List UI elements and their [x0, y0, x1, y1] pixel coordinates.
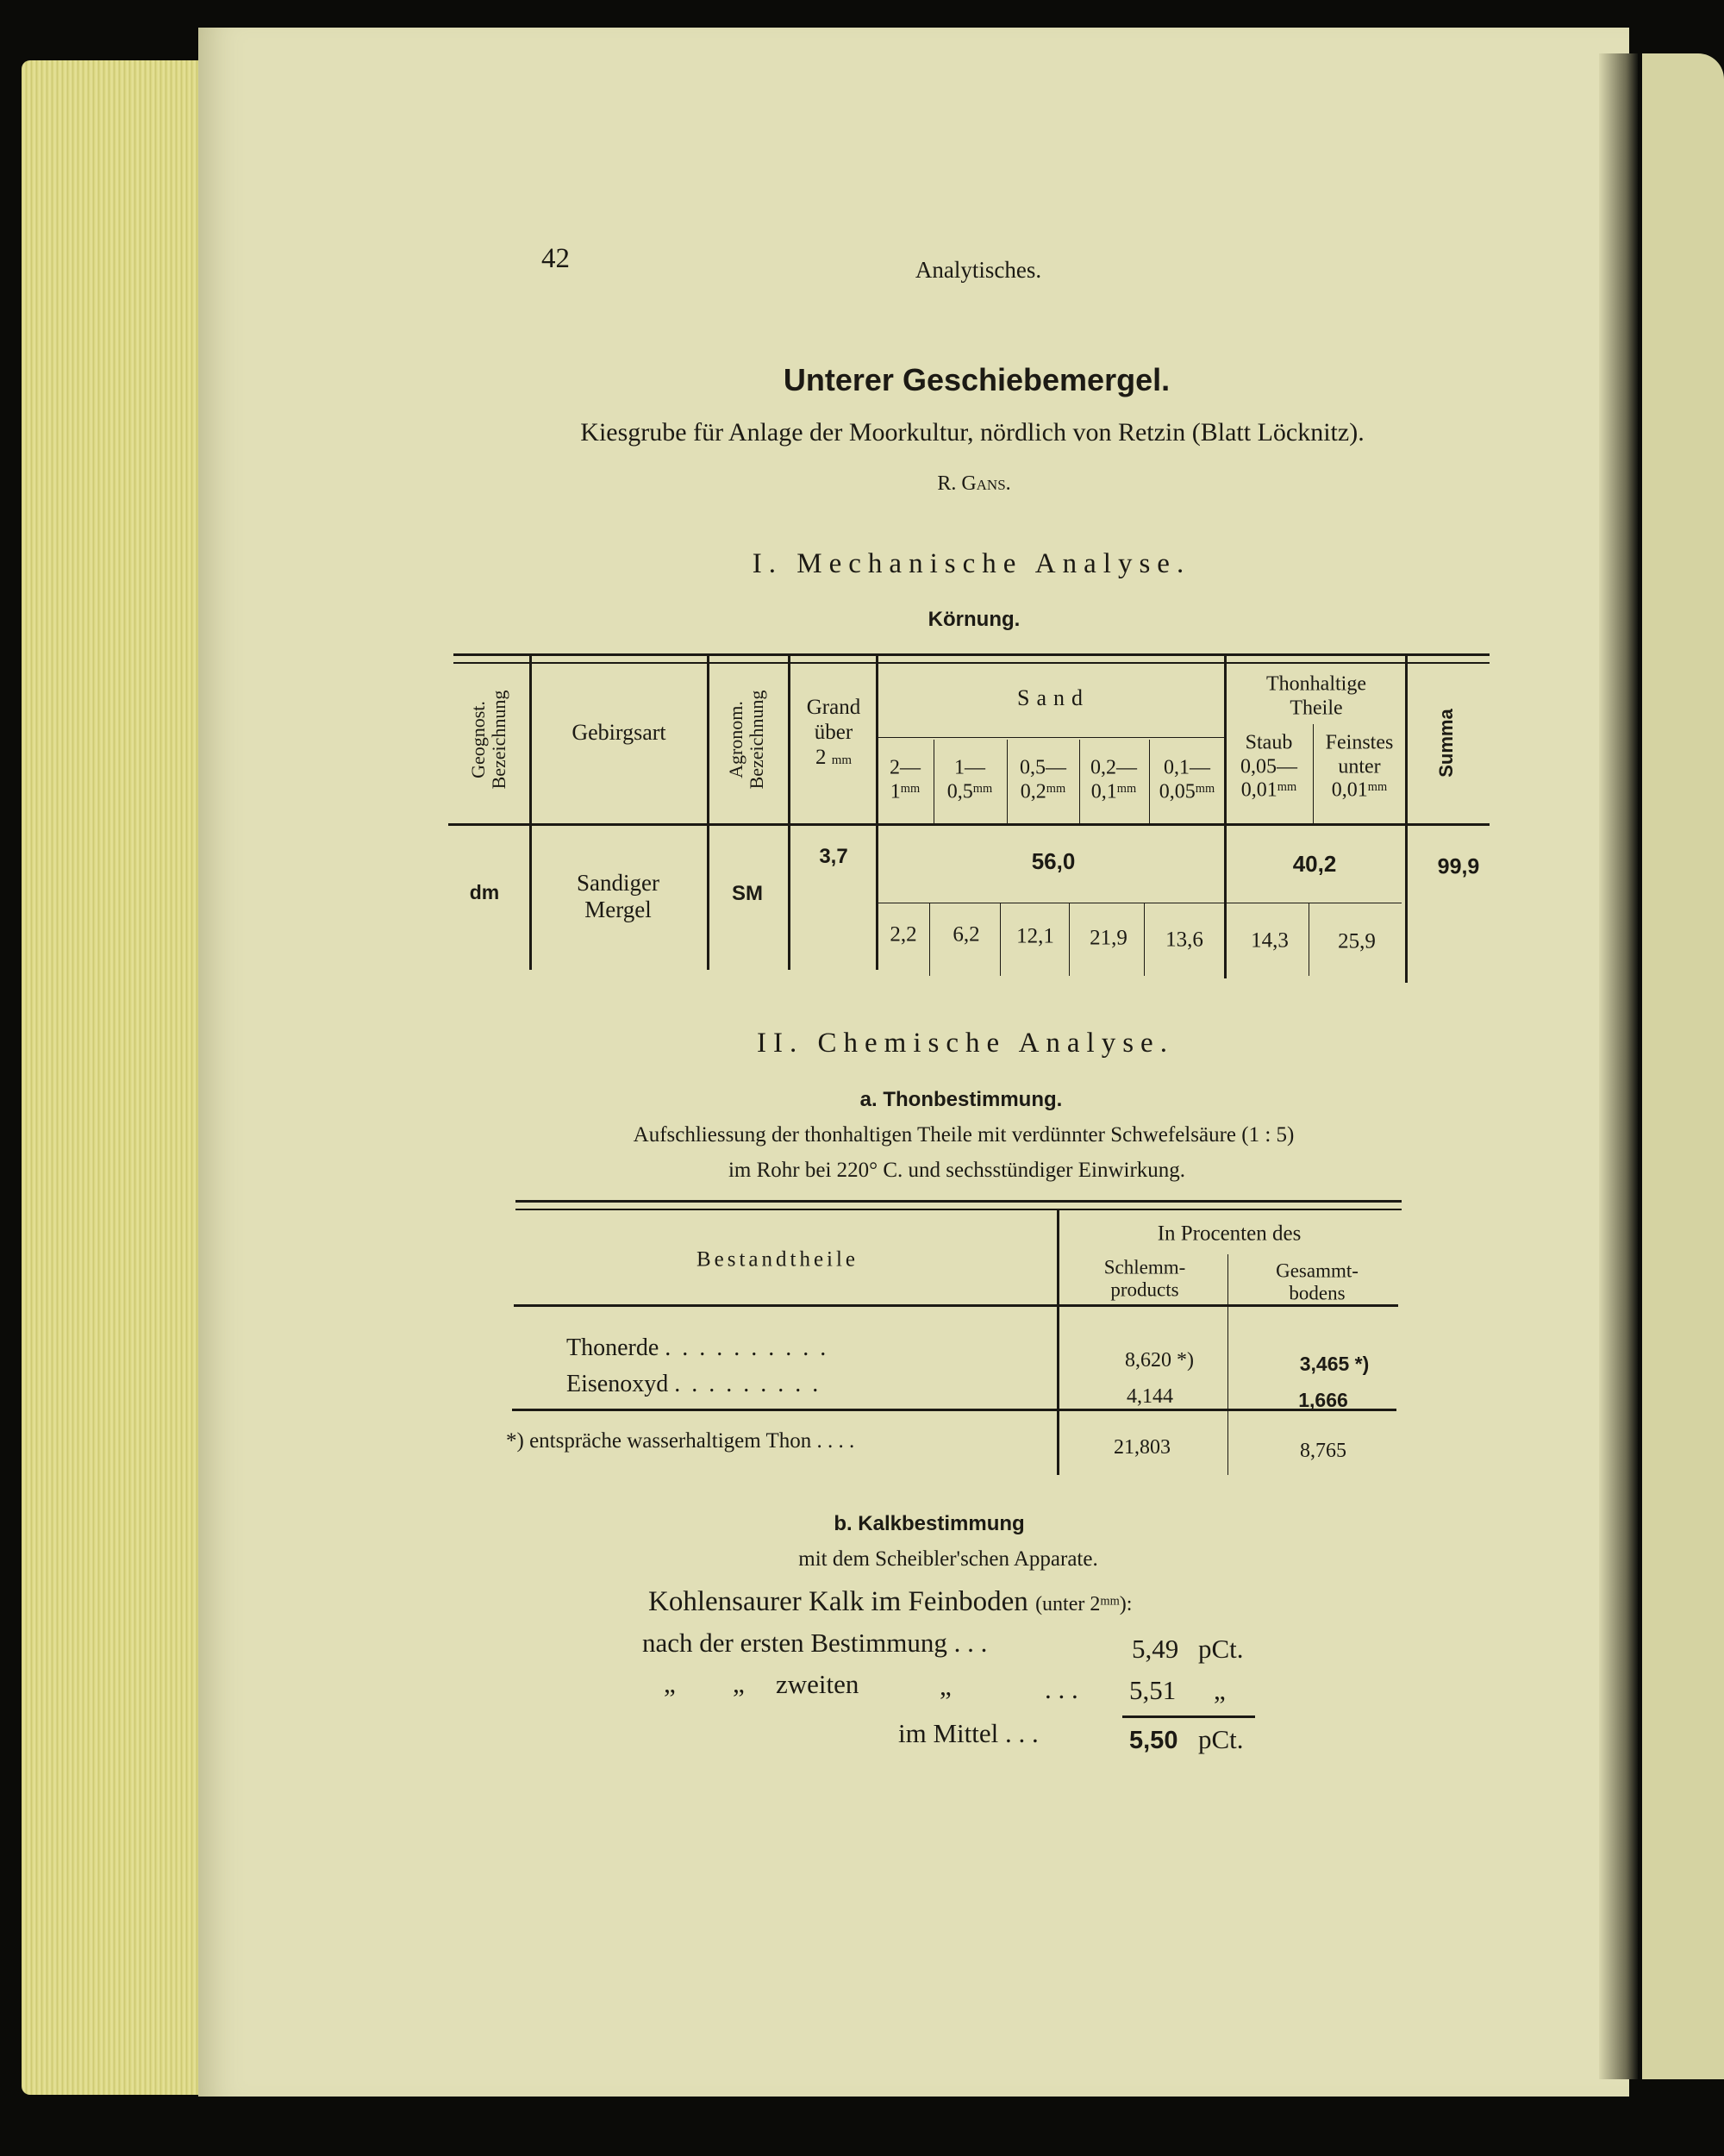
cell-geognost: dm — [469, 880, 500, 903]
kalk-second-ditto: „ — [733, 1668, 745, 1698]
header-agronom: Agronom. Bezeichnung — [724, 690, 767, 790]
header-sand-col: 1— $0,5^{mm}$ — [946, 756, 993, 803]
book-page — [198, 28, 1629, 2097]
cell-sand-value: 6,2 — [953, 922, 980, 947]
cell-agronom: SM — [732, 882, 763, 906]
cell-sand-value: 2,2 — [890, 922, 917, 947]
running-title: Analytisches. — [915, 257, 1042, 283]
header-grand: Grand über 2 mm — [806, 695, 861, 769]
cell-grand: 3,7 — [819, 845, 848, 869]
cell-footer-schlemm: 21,803 — [1114, 1436, 1171, 1459]
section-heading-chemical: II. Chemische Analyse. — [757, 1028, 1174, 1059]
facing-page — [1642, 53, 1724, 2079]
kalk-mean-unit: pCt. — [1198, 1724, 1244, 1754]
cell-summa: 99,9 — [1437, 854, 1480, 879]
book-gutter — [1599, 53, 1638, 2079]
kalk-first-value: 5,49 — [1132, 1634, 1179, 1664]
kalk-second-ditto: „ — [664, 1668, 676, 1698]
document-title: Unterer Geschiebemergel. — [783, 362, 1171, 397]
location-line: Kiesgrube für Anlage der Moorkultur, nördlich von Retzin (Blatt Löcknitz). — [580, 418, 1365, 447]
section-subheading-koernung: Körnung. — [928, 608, 1021, 631]
header-sand-col: 0,1— $0,05^{mm}$ — [1159, 756, 1215, 803]
kalk-second-dots: . . . — [1045, 1674, 1078, 1704]
cell-eisenoxyd-gesammt: 1,666 — [1298, 1388, 1348, 1411]
cell-thon-total: 40,2 — [1292, 851, 1337, 878]
header-gebirgsart: Gebirgsart — [572, 720, 666, 746]
kalk-second-ditto: „ — [1214, 1675, 1226, 1705]
method-description-line2: im Rohr bei 220° C. und sechsstündiger Einwirkung. — [728, 1159, 1186, 1182]
kalk-mean-value: 5,50 — [1129, 1727, 1178, 1754]
header-gesammtbodens: Gesammt- bodens — [1276, 1259, 1359, 1304]
cell-gebirgsart: Sandiger Mergel — [577, 869, 659, 922]
header-bestandtheile: Bestandtheile — [696, 1247, 859, 1272]
cell-sand-total: 56,0 — [1031, 848, 1076, 875]
cell-sand-value: 21,9 — [1090, 926, 1127, 950]
header-staub: Staub 0,05— $0,01^{mm}$ — [1240, 731, 1297, 802]
header-summa: Summa — [1434, 709, 1457, 778]
section-subheading-kalkbestimmung: b. Kalkbestimmung — [834, 1512, 1025, 1535]
footer-label-wasserhaltig: *) entspräche wasserhaltigem Thon . . . . — [506, 1429, 855, 1453]
kalk-first-label: nach der ersten Bestimmung . . . — [642, 1628, 988, 1658]
header-sand: Sand — [1017, 685, 1090, 711]
cell-sand-value: 13,6 — [1165, 928, 1203, 952]
author: R. Gans. — [937, 472, 1011, 495]
cell-footer-gesammt: 8,765 — [1300, 1440, 1346, 1463]
header-geognost: Geognost. Bezeichnung — [466, 690, 509, 790]
section-heading-mechanical: I. Mechanische Analyse. — [752, 548, 1191, 579]
kalk-second-ditto: „ — [940, 1671, 952, 1701]
kalk-second-label: zweiten — [776, 1669, 859, 1699]
row-label-thonerde: Thonerde . . . . . . . . . . — [566, 1334, 829, 1361]
method-description-line1: Aufschliessung der thonhaltigen Theile mit verdünnter Schwefelsäure (1 : 5) — [633, 1123, 1295, 1147]
kalk-first-unit: pCt. — [1198, 1634, 1244, 1664]
page-number: 42 — [541, 243, 570, 274]
header-sand-col: 0,5— $0,2^{mm}$ — [1020, 756, 1066, 803]
row-label-eisenoxyd: Eisenoxyd . . . . . . . . . — [566, 1371, 821, 1397]
section-subheading-thonbestimmung: a. Thonbestimmung. — [859, 1088, 1063, 1111]
cell-thon-value: 25,9 — [1338, 929, 1376, 953]
cell-thonerde-gesammt: 3,465 *) — [1299, 1352, 1370, 1375]
kalk-mean-label: im Mittel . . . — [898, 1718, 1039, 1748]
cell-thonerde-schlemm: 8,620 *) — [1125, 1349, 1194, 1372]
cell-sand-value: 12,1 — [1016, 924, 1054, 948]
header-sand-col: 2— $1^{mm}$ — [890, 756, 921, 803]
header-sand-col: 0,2— $0,1^{mm}$ — [1090, 756, 1137, 803]
header-feinstes: Feinstes unter $0,01^{mm}$ — [1325, 731, 1394, 802]
kalk-second-value: 5,51 — [1129, 1675, 1177, 1705]
cell-thon-value: 14,3 — [1251, 928, 1289, 953]
cell-eisenoxyd-schlemm: 4,144 — [1127, 1385, 1173, 1409]
header-in-procenten: In Procenten des — [1157, 1222, 1302, 1246]
method-note-scheibler: mit dem Scheibler'schen Apparate. — [798, 1547, 1098, 1571]
sum-rule — [1122, 1715, 1255, 1718]
header-schlemmproducts: Schlemm- products — [1103, 1256, 1186, 1301]
kalk-line-title: Kohlensaurer Kalk im Feinboden (unter $2^{mm}$): — [648, 1586, 1133, 1617]
header-thonhaltige: Thonhaltige Theile — [1266, 672, 1366, 719]
